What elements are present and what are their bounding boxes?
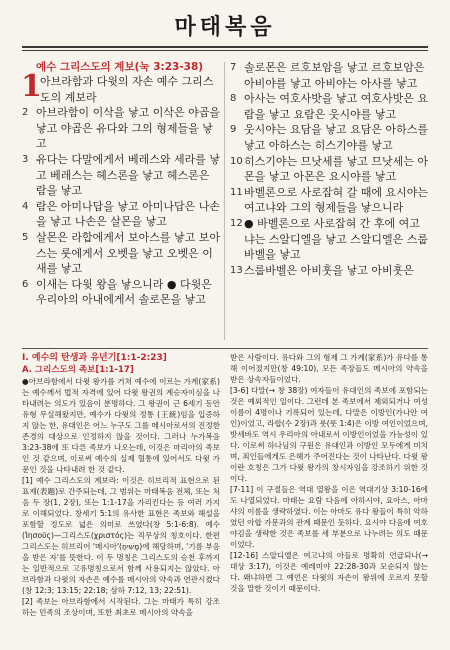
book-title: 마태복음 xyxy=(174,15,276,40)
verse xyxy=(230,91,428,122)
verse-text: 아브라함이 이삭을 낳고 이삭은 야곱을 낳고 야곱은 유다와 그의 형제들을 낳고 xyxy=(36,106,221,151)
verse-list-right xyxy=(230,60,428,278)
verse xyxy=(22,230,220,277)
verse-text: 이새는 다윗 왕을 낳으니라 ● 다윗은 우리아의 아내에게서 솔로몬을 낳고 xyxy=(36,277,212,307)
column-divider xyxy=(224,62,225,340)
verse-number: 11 xyxy=(230,186,243,198)
verse-number: 8 xyxy=(230,93,237,105)
verse xyxy=(230,154,428,185)
verse-column-right xyxy=(230,60,428,278)
verse xyxy=(230,263,428,279)
verse-number: 10 xyxy=(230,155,243,167)
verse xyxy=(22,105,220,152)
verse-text: 솔로몬은 르호보암을 낳고 르호보암은 아비야를 낳고 아비야는 아사를 낳고 xyxy=(244,61,425,90)
title-rule xyxy=(22,46,428,48)
verse-text: 아브라함과 다윗의 자손 예수 그리스도의 계보라 xyxy=(40,75,214,104)
commentary-paragraph: [12-16] 스알디엘은 여고냐의 아들로 명확히 언급되나(→ 대상 3:17), 이것은 예레미야 22:28-30과 모순되지 않는다. 왜냐하면 그 예언은 다윗의 자손이 왕위에 오르지 못할 것을 말한 것이기 때문이다. xyxy=(230,551,428,593)
verse-number: 6 xyxy=(22,278,29,290)
verse-text: 람은 아미나답을 낳고 아미나답은 나손을 낳고 나손은 살몬을 낳고 xyxy=(36,199,221,229)
scripture-verses xyxy=(22,60,430,342)
section-heading: 예수 그리스도의 계보(눅 3:23-38) xyxy=(36,61,204,73)
verse xyxy=(230,185,428,216)
commentary-chapter-head: I. 예수의 탄생과 유년기[1:1-2:23] xyxy=(22,353,167,363)
verse-text: 히스기야는 므낫세를 낳고 므낫세는 아몬을 낳고 아몬은 요시야를 낳고 xyxy=(244,154,429,184)
verse-number: 2 xyxy=(22,107,29,119)
verse-number: 5 xyxy=(22,231,29,243)
verse xyxy=(230,122,428,153)
verse-number: 12 xyxy=(230,217,243,229)
commentary-paragraph: [2] 족보는 아브라함에서 시작된다. 그는 마태가 특히 강조하는 민족의 조상이며, 또한 최초로 메시아의 약속을 xyxy=(22,597,220,617)
commentary-paragraph: 받은 사람이다. 유다와 그의 형제 그 가계(家系)가 유다를 통해 이어졌지만(창 49:10), 모든 족장들도 메시아의 약속을 받은 상속자들이었다. xyxy=(230,353,428,384)
verse-column-left xyxy=(22,60,220,308)
verse-list-left xyxy=(21,69,221,308)
title-rule-thin xyxy=(22,50,428,51)
verse-number: 9 xyxy=(230,124,237,136)
verse xyxy=(22,199,220,230)
commentary-column-right xyxy=(230,352,428,594)
verse-number: 7 xyxy=(230,62,237,73)
commentary-paragraph: [1] 예수 그리스도의 계보라: 이것은 히브리적 표현으로 된 표제(表題)로 간주되는데, 그 범위는 마태복음 전체, 또는 처음 두 장(1, 2장), 또는 1:1-17을 가리킨다는 등 여러 가지로 이해되었다. 창세기 5:1의 유사한 표현은 족보와 해설을 포함할 정도로 넓은 의미로 쓰였다(창 5:1-6:8). 예수(Ἰησοῦς)—그리스도(χριστός)는 직무상의 칭호이다. 한편 그리스도는 히브리어 '메시아'(מָשִׁיחַ)에 해당하며, '기름 부음을 받은 자'를 뜻한다. 이 두 명칭은 그리스도의 승천 후까지는 일반적으로 고유명칭으로서 함께 사용되지는 않았다. 아브라함과 다윗의 자손은 예수를 메시아의 약속과 연관시켰다(창 12:3; 13:15; 22:18; 삼하 7:12, 13; 22:51). xyxy=(22,476,220,595)
verse xyxy=(230,60,428,91)
verse-text: 유다는 다말에게서 베레스와 세라를 낳고 베레스는 헤스론을 낳고 헤스론은 람을 낳고 xyxy=(36,152,221,198)
verse xyxy=(22,277,220,308)
commentary-sub-head: A. 그리스도의 족보[1:1-17] xyxy=(22,365,134,375)
verse xyxy=(21,69,220,105)
verse-text: 웃시야는 요담을 낳고 요담은 아하스를 낳고 아하스는 히스기야를 낳고 xyxy=(244,123,429,152)
verse-text: 스룹바벨은 아비훗을 낳고 아비훗은 xyxy=(244,263,414,277)
commentary-column-left xyxy=(22,352,220,618)
verse xyxy=(22,152,220,199)
verse-number: 3 xyxy=(22,153,29,165)
verse-text: 살몬은 라합에게서 보아스를 낳고 보아스는 룻에게서 오벳을 낳고 오벳은 이새를 낳고 xyxy=(36,230,221,276)
verse-number: 13 xyxy=(230,264,243,276)
verse-text: ● 바벨론으로 사로잡혀 간 후에 여고냐는 스알디엘을 낳고 스알디엘은 스룹바벨을 낳고 xyxy=(244,216,429,262)
verse-number: 4 xyxy=(22,200,29,212)
commentary-rule xyxy=(22,348,428,349)
chapter-number: 1 xyxy=(21,69,42,104)
commentary-paragraph: ●아브라함에서 다윗 왕가를 거쳐 예수에 이르는 가계(家系)는 예수께서 법적 자격에 있어 다윗 왕권의 계승자이심을 나타내려는 의도가 있음이 분명하다. 그 왕권이 근 6세기 동안 유형 무실해왔지만, 예수가 다윗의 정통 (王統)임을 입증하지 않는 한, 유대인은 어느 누구도 그를 메시아로서의 진정한 존경의 대상으로 인정하지 않을 것이다. 그러나 누가복음 3:23-38에 또 다른 족보가 나오는데, 이것은 마리아의 족보인 것 같으며, 이로써 예수의 실제 혈통에 있어서도 다윗 가문인 것을 나타내려 한 것 같다. xyxy=(22,377,220,474)
verse-text: 아사는 여호사밧을 낳고 여호사밧은 요람을 낳고 요람은 웃시야를 낳고 xyxy=(244,92,429,121)
verse-text: 바벨론으로 사로잡혀 갈 때에 요시야는 여고냐와 그의 형제들을 낳으니라 xyxy=(244,185,429,215)
commentary-paragraph: [7-11] 이 구절들은 역대 열왕을 이은 역대기상 3:10-16에도 나열되었다. 마태는 요람 다음에 아하시야, 요아스, 아마샤의 이름을 생략하였다. 이는 아마도 유다 왕들이 특히 악하였던 아합 가문과의 관계 때문인 듯하다. 요시야 다음에 여호야김을 생략한 것은 족보를 세 부분으로 나누려는 의도 때문이었다. xyxy=(230,485,428,549)
commentary-paragraph: [3-6] 다말(→ 창 38장) 여자들이 유대인의 족보에 포함되는 것은 예외적인 일이다. 그런데 본 족보에서 제외되거나 여성 이름이 4명이나 기록되어 있는데, 다말은 이방인(가나안 여인)이었고, 라합(수 2장)과 룻(룻 1:4)은 이방 여인이었으며, 밧세바도 역시 우리아의 아내로서 이방인이었을 가능성이 있다. 이로써 하나님의 구원은 유대인과 이방인 모두에게 미치며, 죄인들에게도 은혜가 주어진다는 것이 나타난다. 다윗 왕이란 호칭은 그가 다윗 왕가의 창시자임을 강조하기 위한 것이다. xyxy=(230,386,428,483)
verse xyxy=(230,216,428,263)
